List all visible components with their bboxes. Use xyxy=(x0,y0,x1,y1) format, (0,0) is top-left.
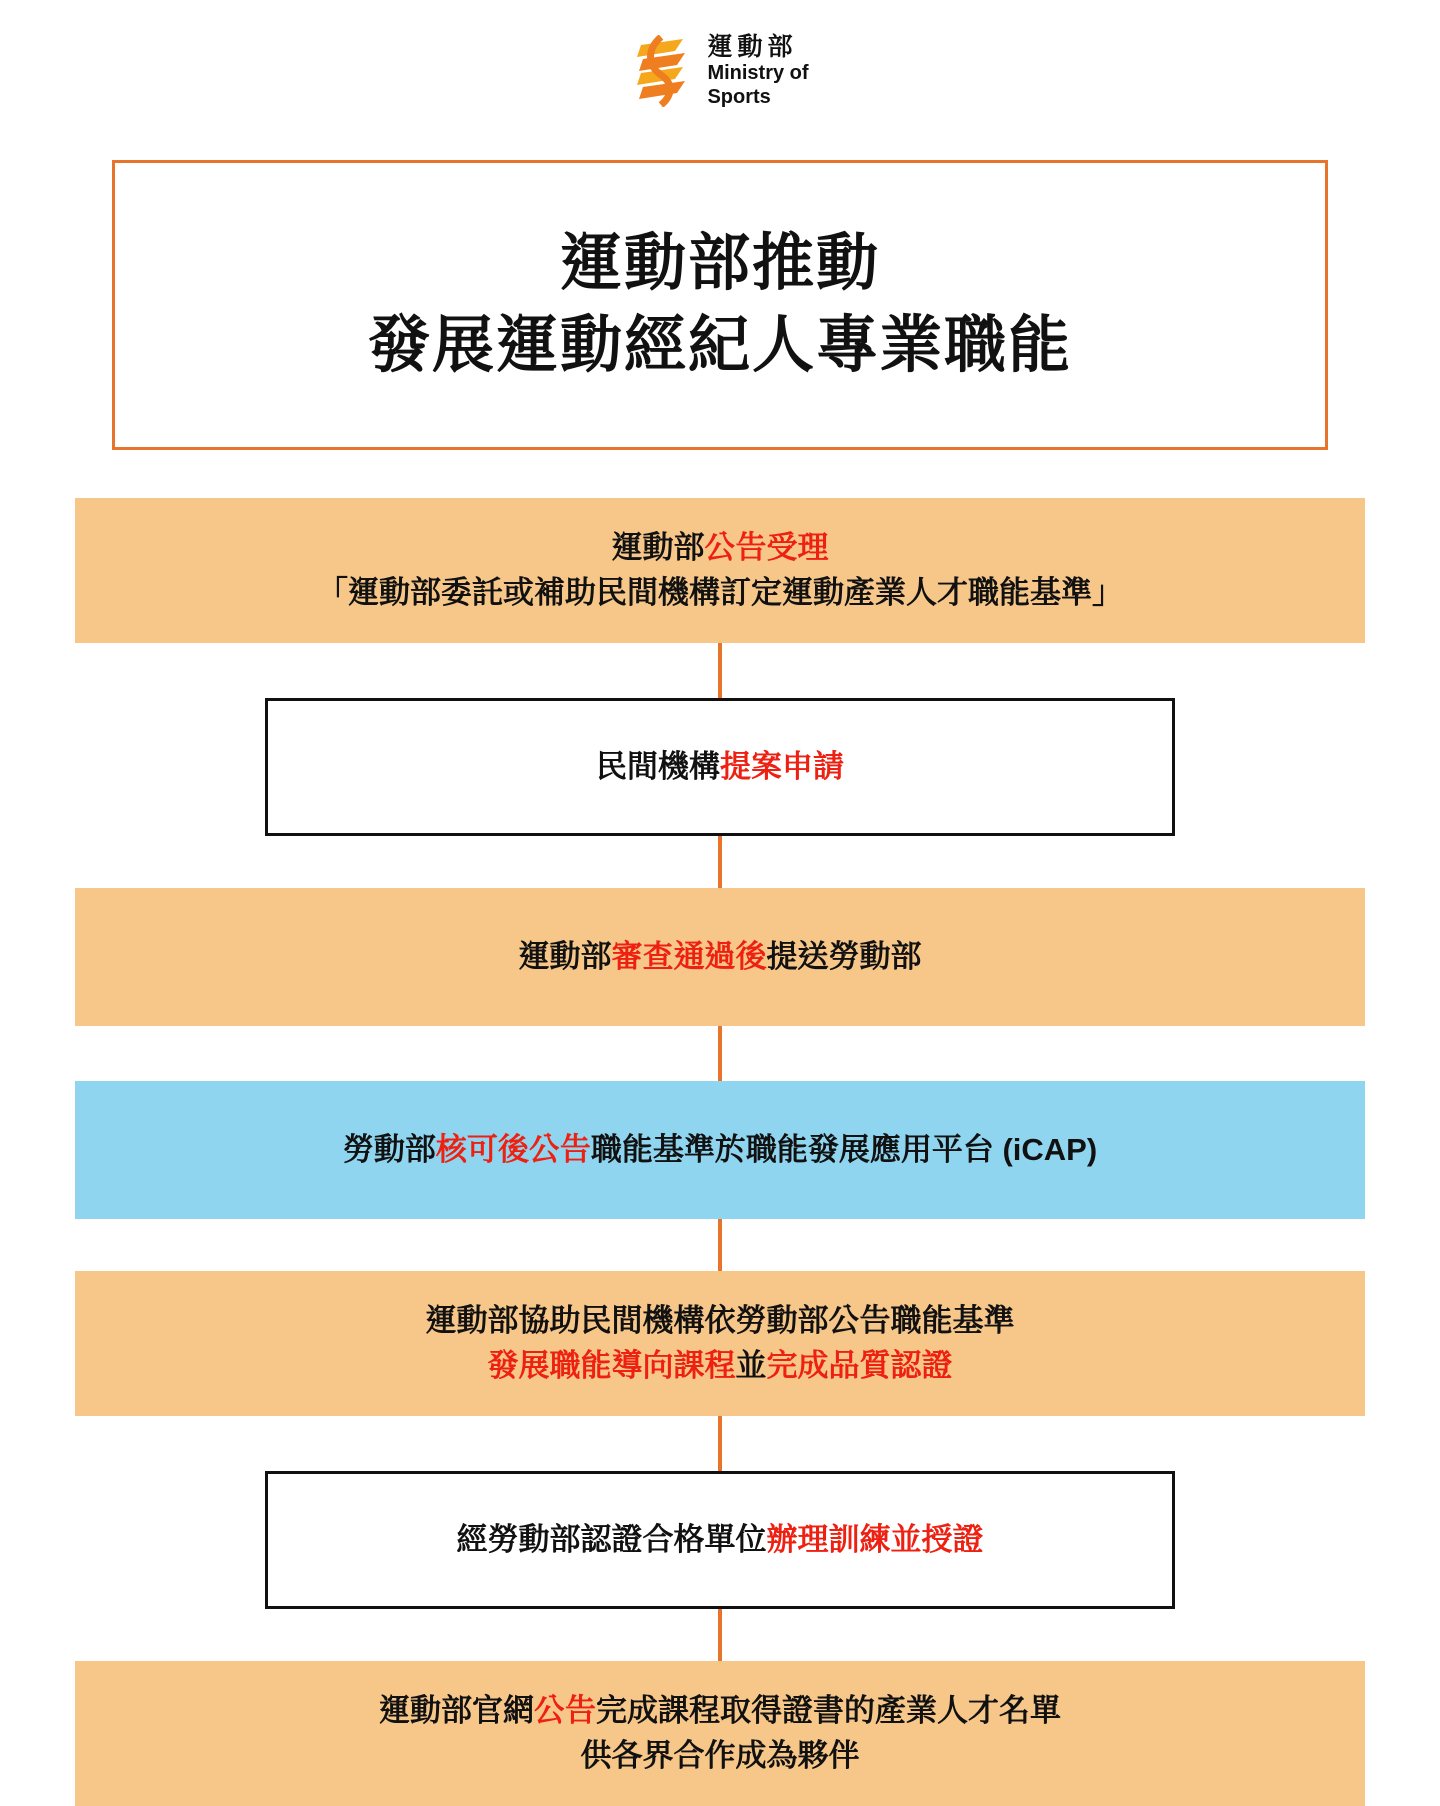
plain-text: 提送勞動部 xyxy=(766,938,922,974)
page-title-line-2: 發展運動經紀人專業職能 xyxy=(367,311,1072,380)
flow-row xyxy=(0,498,1440,643)
flow-step-7-line-2 xyxy=(581,1734,860,1778)
highlighted-text: 核可後公告 xyxy=(435,1131,591,1167)
plain-text: 「運動部委託或補助民間機構訂定運動產業人才職能基準」 xyxy=(317,574,1123,610)
plain-text: 運動部官網 xyxy=(379,1693,534,1729)
flow-connector xyxy=(718,643,722,698)
plain-text: 供各界合作成為夥伴 xyxy=(580,1737,860,1773)
plain-text: 並 xyxy=(735,1347,767,1383)
flow-row xyxy=(0,1271,1440,1416)
flow-step-1 xyxy=(75,498,1365,643)
flow-step-4 xyxy=(75,1081,1365,1219)
page-title xyxy=(112,160,1328,450)
highlighted-text: 完成品質認證 xyxy=(766,1347,953,1383)
ministry-name-en-line2: Sports xyxy=(707,86,771,109)
flow-step-3 xyxy=(75,888,1365,1026)
flow-step-6 xyxy=(265,1471,1175,1609)
plain-text: 職能基準於職能發展應用平台 (iCAP) xyxy=(590,1131,1098,1167)
highlighted-text: 公告 xyxy=(534,1693,596,1729)
highlighted-text: 公告受理 xyxy=(704,530,829,566)
process-flowchart xyxy=(0,498,1440,1806)
flow-step-4-line-1 xyxy=(343,1128,1097,1172)
ministry-name-en-line1: Ministry of xyxy=(707,62,809,85)
flow-step-7-line-1 xyxy=(379,1689,1061,1733)
highlighted-text: 發展職能導向課程 xyxy=(487,1347,736,1383)
plain-text: 經勞動部認證合格單位 xyxy=(456,1521,767,1557)
ministry-logo-text xyxy=(707,34,808,108)
highlighted-text: 審查通過後 xyxy=(611,938,767,974)
flow-step-5-line-1 xyxy=(426,1299,1015,1343)
highlighted-text: 提案申請 xyxy=(720,748,844,784)
flow-step-2-line-1 xyxy=(596,745,844,789)
flow-step-1-line-1 xyxy=(612,526,829,570)
ministry-name-cn: 運動部 xyxy=(707,33,798,61)
flow-row xyxy=(0,1081,1440,1219)
flow-row xyxy=(0,1471,1440,1609)
flow-step-5 xyxy=(75,1271,1365,1416)
flow-connector xyxy=(718,836,722,888)
flow-step-7 xyxy=(75,1661,1365,1806)
flow-connector xyxy=(718,1219,722,1271)
flow-connector xyxy=(718,1609,722,1661)
ministry-logo xyxy=(0,34,1440,108)
page-title-line-1: 運動部推動 xyxy=(559,229,880,299)
flow-row xyxy=(0,698,1440,836)
flow-step-5-line-2 xyxy=(488,1344,953,1388)
flow-step-1-line-2 xyxy=(317,571,1123,615)
flow-step-2 xyxy=(265,698,1175,836)
ministry-of-sports-logo-icon xyxy=(631,35,693,107)
highlighted-text: 辦理訓練並授證 xyxy=(766,1521,984,1557)
flow-connector xyxy=(718,1416,722,1471)
flow-step-3-line-1 xyxy=(519,935,922,979)
flow-connector xyxy=(718,1026,722,1081)
plain-text: 民間機構 xyxy=(596,748,720,784)
plain-text: 運動部 xyxy=(611,530,705,566)
flow-step-6-line-1 xyxy=(457,1518,984,1562)
plain-text: 運動部協助民間機構依勞動部公告職能基準 xyxy=(425,1303,1015,1339)
flow-row xyxy=(0,1661,1440,1806)
flow-row xyxy=(0,888,1440,1026)
plain-text: 運動部 xyxy=(518,938,612,974)
plain-text: 勞動部 xyxy=(342,1131,436,1167)
plain-text: 完成課程取得證書的產業人才名單 xyxy=(596,1693,1061,1729)
